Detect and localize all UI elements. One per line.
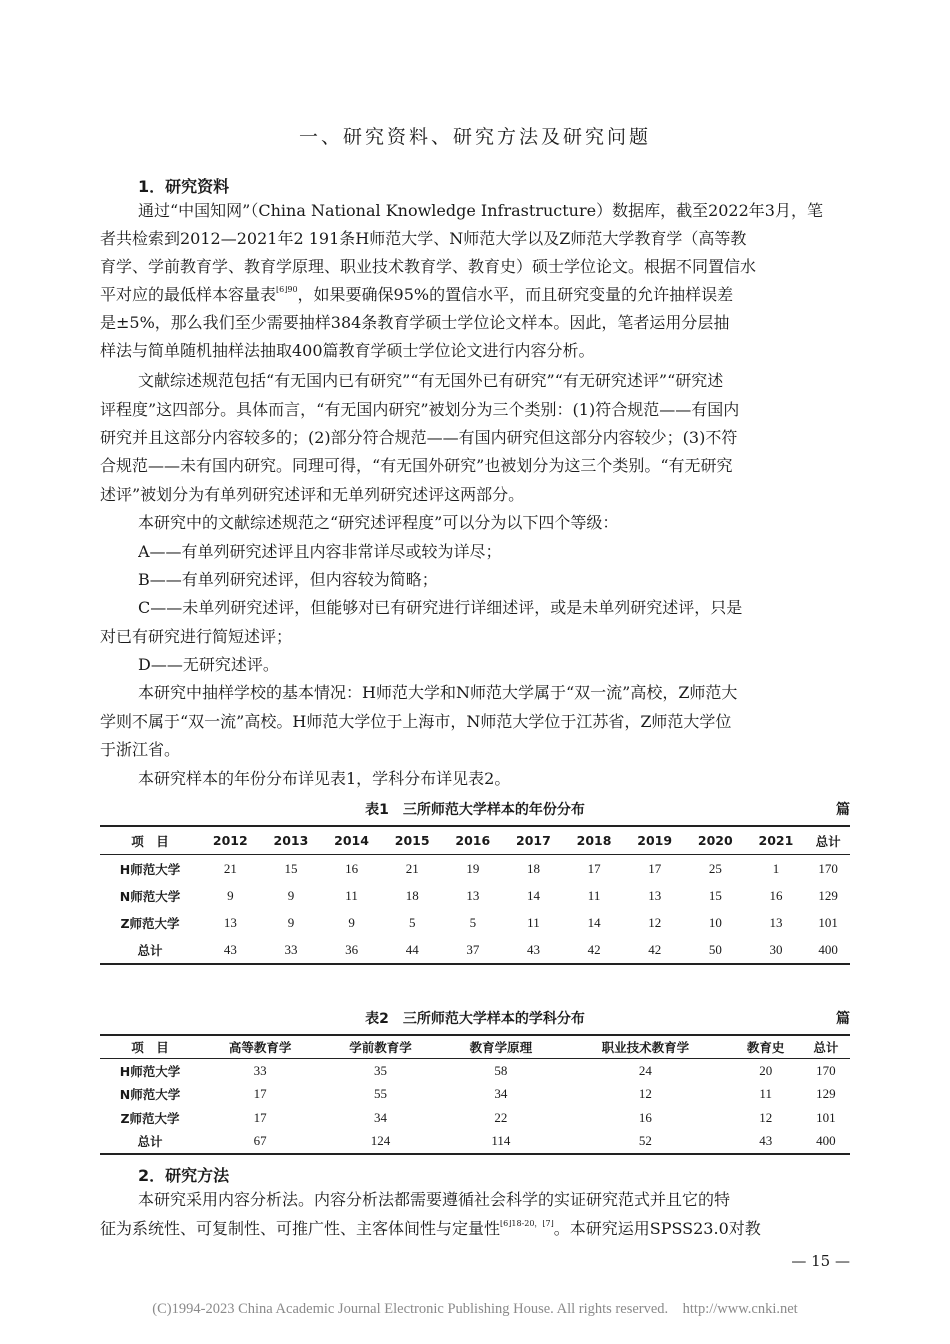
level-b: B——有单列研究述评，但内容较为简略； [138, 571, 438, 589]
subsection-heading-materials: 1．研究资料 [138, 177, 230, 196]
row-header: H师范大学 [119, 861, 181, 877]
table-cell: 15 [284, 860, 298, 876]
table-cell: 55 [374, 1086, 388, 1102]
table-cell: 21 [405, 860, 419, 876]
table-cell: 14 [526, 887, 540, 903]
paragraph-line: 本研究采用内容分析法。内容分析法都需要遵循社会科学的实证研究范式并且它的特 [138, 1191, 731, 1209]
table-cell: 129 [818, 887, 838, 903]
table-cell: 1 [772, 860, 780, 876]
paragraph-line: 者共检索到2012—2021年2 191条H师范大学、N师范大学以及Z师范大学教育学（高等教 [100, 230, 747, 248]
paragraph-line [100, 286, 850, 304]
table-cell: 124 [370, 1133, 391, 1149]
table-cell: 15 [708, 887, 722, 903]
text-segment: ，如果要确保95%的置信水平，而且研究变量的允许抽样误差 [297, 286, 734, 304]
copyright-footer: (C)1994-2023 China Academic Journal Electronic Publishing House. All rights reserved. http://www.cnki.net [152, 1301, 798, 1317]
table-cell: 33 [284, 941, 298, 957]
paragraph-line: 文献综述规范包括“有无国内已有研究”“有无国外已有研究”“有无研究述评”“研究述 [138, 372, 724, 390]
level-a: A——有单列研究述评且内容非常详尽或较为详尽； [138, 543, 502, 561]
table-cell: 14 [587, 914, 601, 930]
table-cell: 12 [638, 1086, 652, 1102]
table-cell: 129 [816, 1086, 836, 1102]
table1-caption: 表1 三所师范大学样本的年份分布 [365, 802, 585, 818]
column-header: 2017 [516, 833, 551, 848]
paragraph-line [100, 1220, 850, 1238]
table2-caption-bar [100, 1008, 850, 1028]
table-cell: 43 [526, 941, 540, 957]
table-cell: 37 [466, 941, 480, 957]
paragraph-line: 本研究样本的年份分布详见表1，学科分布详见表2。 [138, 770, 511, 788]
column-header: 2021 [758, 833, 794, 848]
table-cell: 35 [374, 1062, 388, 1078]
table-cell: 19 [466, 860, 480, 876]
table-cell: 50 [708, 941, 722, 957]
table-cell: 170 [818, 860, 838, 876]
column-header: 学前教育学 [349, 1040, 412, 1055]
table-cell: 400 [818, 941, 838, 957]
row-header: Z师范大学 [120, 1110, 180, 1126]
table-cell: 9 [227, 887, 234, 903]
column-header: 教育学原理 [469, 1040, 533, 1055]
table-cell: 170 [816, 1062, 836, 1078]
table-cell: 13 [466, 887, 480, 903]
citation-ref: [6]90 [276, 286, 298, 294]
table-cell: 101 [816, 1109, 836, 1125]
column-header: 2019 [637, 833, 673, 848]
table-cell: 67 [253, 1133, 267, 1149]
table-cell: 16 [769, 887, 783, 903]
table-cell: 52 [638, 1133, 652, 1149]
table-cell: 43 [759, 1133, 773, 1149]
table-cell: 17 [648, 860, 662, 876]
table2-unit: 篇 [836, 1011, 850, 1027]
table-header-row [100, 1035, 850, 1059]
table-cell: 17 [253, 1109, 267, 1125]
table-cell: 16 [345, 860, 359, 876]
table-year-distribution [100, 825, 850, 965]
level-c: C——未单列研究述评，但能够对已有研究进行详细述评，或是未单列研究述评，只是 [138, 599, 743, 617]
table-cell: 25 [708, 860, 722, 876]
citation-ref: [6]18-20，[7] [500, 1220, 554, 1228]
table-row [100, 909, 850, 936]
table-discipline-distribution [100, 1034, 850, 1155]
paragraph-line: 育学、学前教育学、教育学原理、职业技术教育学、教育史）硕士学位论文。根据不同置信水 [100, 258, 757, 276]
table-cell: 13 [648, 887, 662, 903]
table-cell: 5 [408, 914, 416, 930]
row-header: Z师范大学 [120, 915, 180, 931]
table-cell: 34 [494, 1086, 508, 1102]
paragraph-line: 评程度”这四部分。具体而言，“有无国内研究”被划分为三个类别：(1)符合规范——有国内 [100, 401, 740, 419]
paragraph-line: 样法与简单随机抽样法抽取400篇教育学硕士学位论文进行内容分析。 [100, 342, 595, 360]
column-header: 项 目 [131, 1040, 169, 1055]
level-d: D——无研究述评。 [138, 656, 279, 674]
table-cell: 42 [587, 941, 601, 957]
table-cell: 12 [759, 1109, 773, 1125]
table-cell: 9 [287, 914, 295, 930]
table-cell: 58 [494, 1062, 508, 1078]
column-header: 2014 [334, 833, 369, 848]
column-header: 职业技术教育学 [601, 1040, 690, 1055]
table-cell: 11 [759, 1086, 772, 1102]
table-cell: 34 [374, 1109, 388, 1125]
paragraph-line: 学则不属于“双一流”高校。H师范大学位于上海市，N师范大学位于江苏省，Z师范大学位 [100, 713, 732, 731]
table-cell: 11 [345, 887, 358, 903]
table-row [100, 855, 850, 883]
table-row [100, 1059, 850, 1083]
table-cell: 11 [527, 914, 540, 930]
paragraph-line: 合规范——未有国内研究。同理可得，“有无国外研究”也被划分为这三个类别。“有无研究 [100, 457, 733, 475]
paragraph-line: 是±5%，那么我们至少需要抽样384条教育学硕士学位论文样本。因此，笔者运用分层抽 [100, 314, 730, 332]
table-cell: 24 [638, 1062, 652, 1078]
column-header: 高等教育学 [228, 1040, 292, 1055]
column-header: 2020 [697, 833, 733, 848]
table-cell: 13 [223, 914, 237, 930]
paragraph-line: 研究并且这部分内容较多的；(2)部分符合规范——有国内研究但这部分内容较少；(3)不符 [100, 429, 738, 447]
column-header: 总计 [815, 833, 841, 849]
column-header: 2018 [576, 833, 612, 848]
column-header: 总计 [813, 1040, 839, 1055]
table-cell: 17 [253, 1086, 267, 1102]
table-row [100, 1106, 850, 1130]
row-header: N师范大学 [119, 888, 181, 904]
paragraph-line: 于浙江省。 [100, 741, 181, 759]
table-row [100, 882, 850, 909]
table-cell: 400 [816, 1133, 836, 1149]
table-cell: 13 [769, 914, 783, 930]
table-cell: 16 [638, 1109, 652, 1125]
table-cell: 33 [253, 1062, 267, 1078]
table-cell: 9 [287, 887, 295, 903]
table2-caption: 表2 三所师范大学样本的学科分布 [365, 1011, 585, 1027]
subsection-heading-methods: 2．研究方法 [138, 1166, 230, 1185]
paragraph-line: 本研究中抽样学校的基本情况：H师范大学和N师范大学属于“双一流”高校，Z师范大 [138, 684, 738, 702]
paragraph-line: 本研究中的文献综述规范之“研究述评程度”可以分为以下四个等级： [138, 514, 619, 532]
table-header-row [100, 826, 850, 855]
table-row-total [100, 936, 850, 964]
text-segment: 平对应的最低样本容量表 [100, 286, 277, 304]
section-title: 一、研究资料、研究方法及研究问题 [298, 126, 651, 148]
table-cell: 21 [223, 860, 237, 876]
table-cell: 36 [345, 941, 359, 957]
table-cell: 11 [587, 887, 601, 903]
table1-unit: 篇 [836, 802, 850, 818]
table-cell: 20 [759, 1062, 773, 1078]
paragraph-line: 通过“中国知网”（China National Knowledge Infrastructure）数据库，截至2022年3月，笔 [138, 202, 823, 220]
table-cell: 5 [469, 914, 477, 930]
paragraph-line: 述评”被划分为有单列研究述评和无单列研究述评这两部分。 [100, 486, 525, 504]
row-header: N师范大学 [119, 1087, 181, 1103]
table-cell: 18 [526, 860, 540, 876]
table-cell: 43 [223, 941, 237, 957]
text-segment: 征为系统性、可复制性、可推广性、主客体间性与定量性 [100, 1220, 501, 1238]
table-cell: 44 [405, 941, 419, 957]
table-cell: 30 [769, 941, 783, 957]
text-segment: 。本研究运用SPSS23.0对教 [553, 1220, 761, 1238]
row-header: 总计 [137, 1134, 163, 1150]
column-header: 项 目 [131, 833, 169, 849]
column-header: 2016 [455, 833, 491, 848]
table-cell: 114 [491, 1133, 511, 1149]
table-cell: 18 [405, 887, 419, 903]
page-number: — 15 — [791, 1252, 850, 1270]
column-header: 教育史 [746, 1040, 785, 1055]
table-row [100, 1083, 850, 1107]
table-row-total [100, 1130, 850, 1155]
table-cell: 17 [587, 860, 601, 876]
column-header: 2013 [273, 833, 309, 848]
table1-caption-bar [100, 799, 850, 819]
table-cell: 42 [648, 941, 662, 957]
column-header: 2015 [394, 833, 430, 848]
level-c-continued: 对已有研究进行简短述评； [100, 628, 293, 646]
table-cell: 12 [648, 914, 662, 930]
table-cell: 22 [494, 1109, 508, 1125]
table-cell: 10 [708, 914, 722, 930]
table-cell: 9 [348, 914, 355, 930]
table-cell: 101 [818, 914, 838, 930]
row-header: H师范大学 [119, 1063, 181, 1079]
row-header: 总计 [137, 942, 163, 958]
column-header: 2012 [212, 833, 248, 848]
